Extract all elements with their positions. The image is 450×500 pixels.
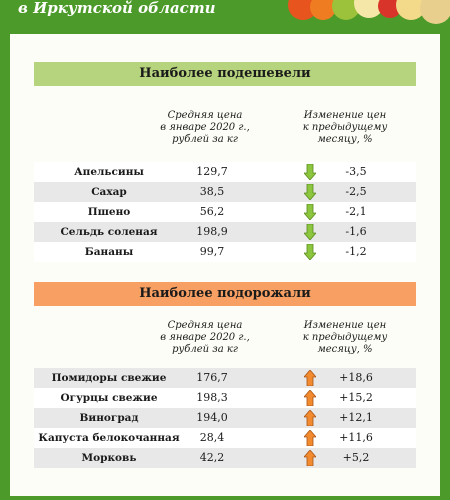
pricier-table [34,368,416,468]
up-arrow-icon [304,410,316,426]
product-price: 176,7 [196,371,228,384]
price-change: +15,2 [339,391,373,404]
down-arrow-icon [304,204,316,220]
cheaper-change-header [300,110,390,146]
cheaper-table [34,162,416,262]
product-name: Капуста белокочанная [38,432,180,444]
up-arrow-icon [304,390,316,406]
product-name: Апельсины [74,166,144,178]
up-arrow-icon [304,430,316,446]
price-change: -2,5 [345,185,367,198]
product-price: 28,4 [199,431,225,444]
product-name: Пшено [87,206,131,218]
cheaper-price-header [160,110,250,146]
product-name: Помидоры свежие [51,372,167,384]
cheaper-price-header-line: Средняя цена [167,110,243,121]
pricier-change-header-line: месяцу, % [317,344,373,355]
up-arrow-icon [304,370,316,386]
header-title: в Иркутской области [18,0,216,17]
cheaper-price-header-line: рублей за кг [172,134,238,145]
pricier-banner: Наиболее подорожали [34,282,416,306]
table-row [34,408,416,428]
product-name: Морковь [81,452,137,464]
table-row [34,222,416,242]
pricier-change-header-line: к предыдущему [302,332,388,343]
table-row [34,162,416,182]
price-change: +11,6 [339,431,373,444]
pricier-price-header-line: рублей за кг [172,344,238,355]
product-price: 198,9 [196,225,228,238]
cheaper-price-header-line: в январе 2020 г., [160,122,250,133]
product-price: 42,2 [199,451,225,464]
pricier-change-header [300,320,390,356]
table-row [34,428,416,448]
product-name: Бананы [84,246,134,258]
product-price: 198,3 [196,391,228,404]
product-name: Огурцы свежие [60,392,158,404]
cheaper-banner: Наиболее подешевели [34,62,416,86]
price-change: -1,2 [345,245,367,258]
pricier-change-header-line: Изменение цен [303,320,387,331]
down-arrow-icon [304,224,316,240]
price-change: +12,1 [339,411,373,424]
down-arrow-icon [304,184,316,200]
product-price: 38,5 [199,185,225,198]
price-change: +18,6 [339,371,373,384]
down-arrow-icon [304,164,316,180]
cheaper-change-header-line: Изменение цен [303,110,387,121]
table-row [34,448,416,468]
pricier-price-header-line: в январе 2020 г., [160,332,250,343]
vegetables-image [280,0,450,28]
product-name: Сельдь соленая [60,226,158,238]
product-price: 99,7 [199,245,225,258]
up-arrow-icon [304,450,316,466]
table-row [34,388,416,408]
product-name: Виноград [79,412,139,424]
pricier-price-header [160,320,250,356]
product-price: 129,7 [196,165,228,178]
down-arrow-icon [304,244,316,260]
header-bar [0,0,450,28]
price-change: -3,5 [345,165,367,178]
cheaper-change-header-line: месяцу, % [317,134,373,145]
table-row [34,368,416,388]
product-price: 194,0 [196,411,228,424]
table-row [34,202,416,222]
table-row [34,182,416,202]
table-row [34,242,416,262]
product-name: Сахар [91,186,127,198]
pricier-price-header-line: Средняя цена [167,320,243,331]
price-change: -2,1 [345,205,367,218]
price-change: -1,6 [345,225,367,238]
cheaper-change-header-line: к предыдущему [302,122,388,133]
price-change: +5,2 [342,451,370,464]
content-panel [10,34,440,496]
product-price: 56,2 [199,205,225,218]
